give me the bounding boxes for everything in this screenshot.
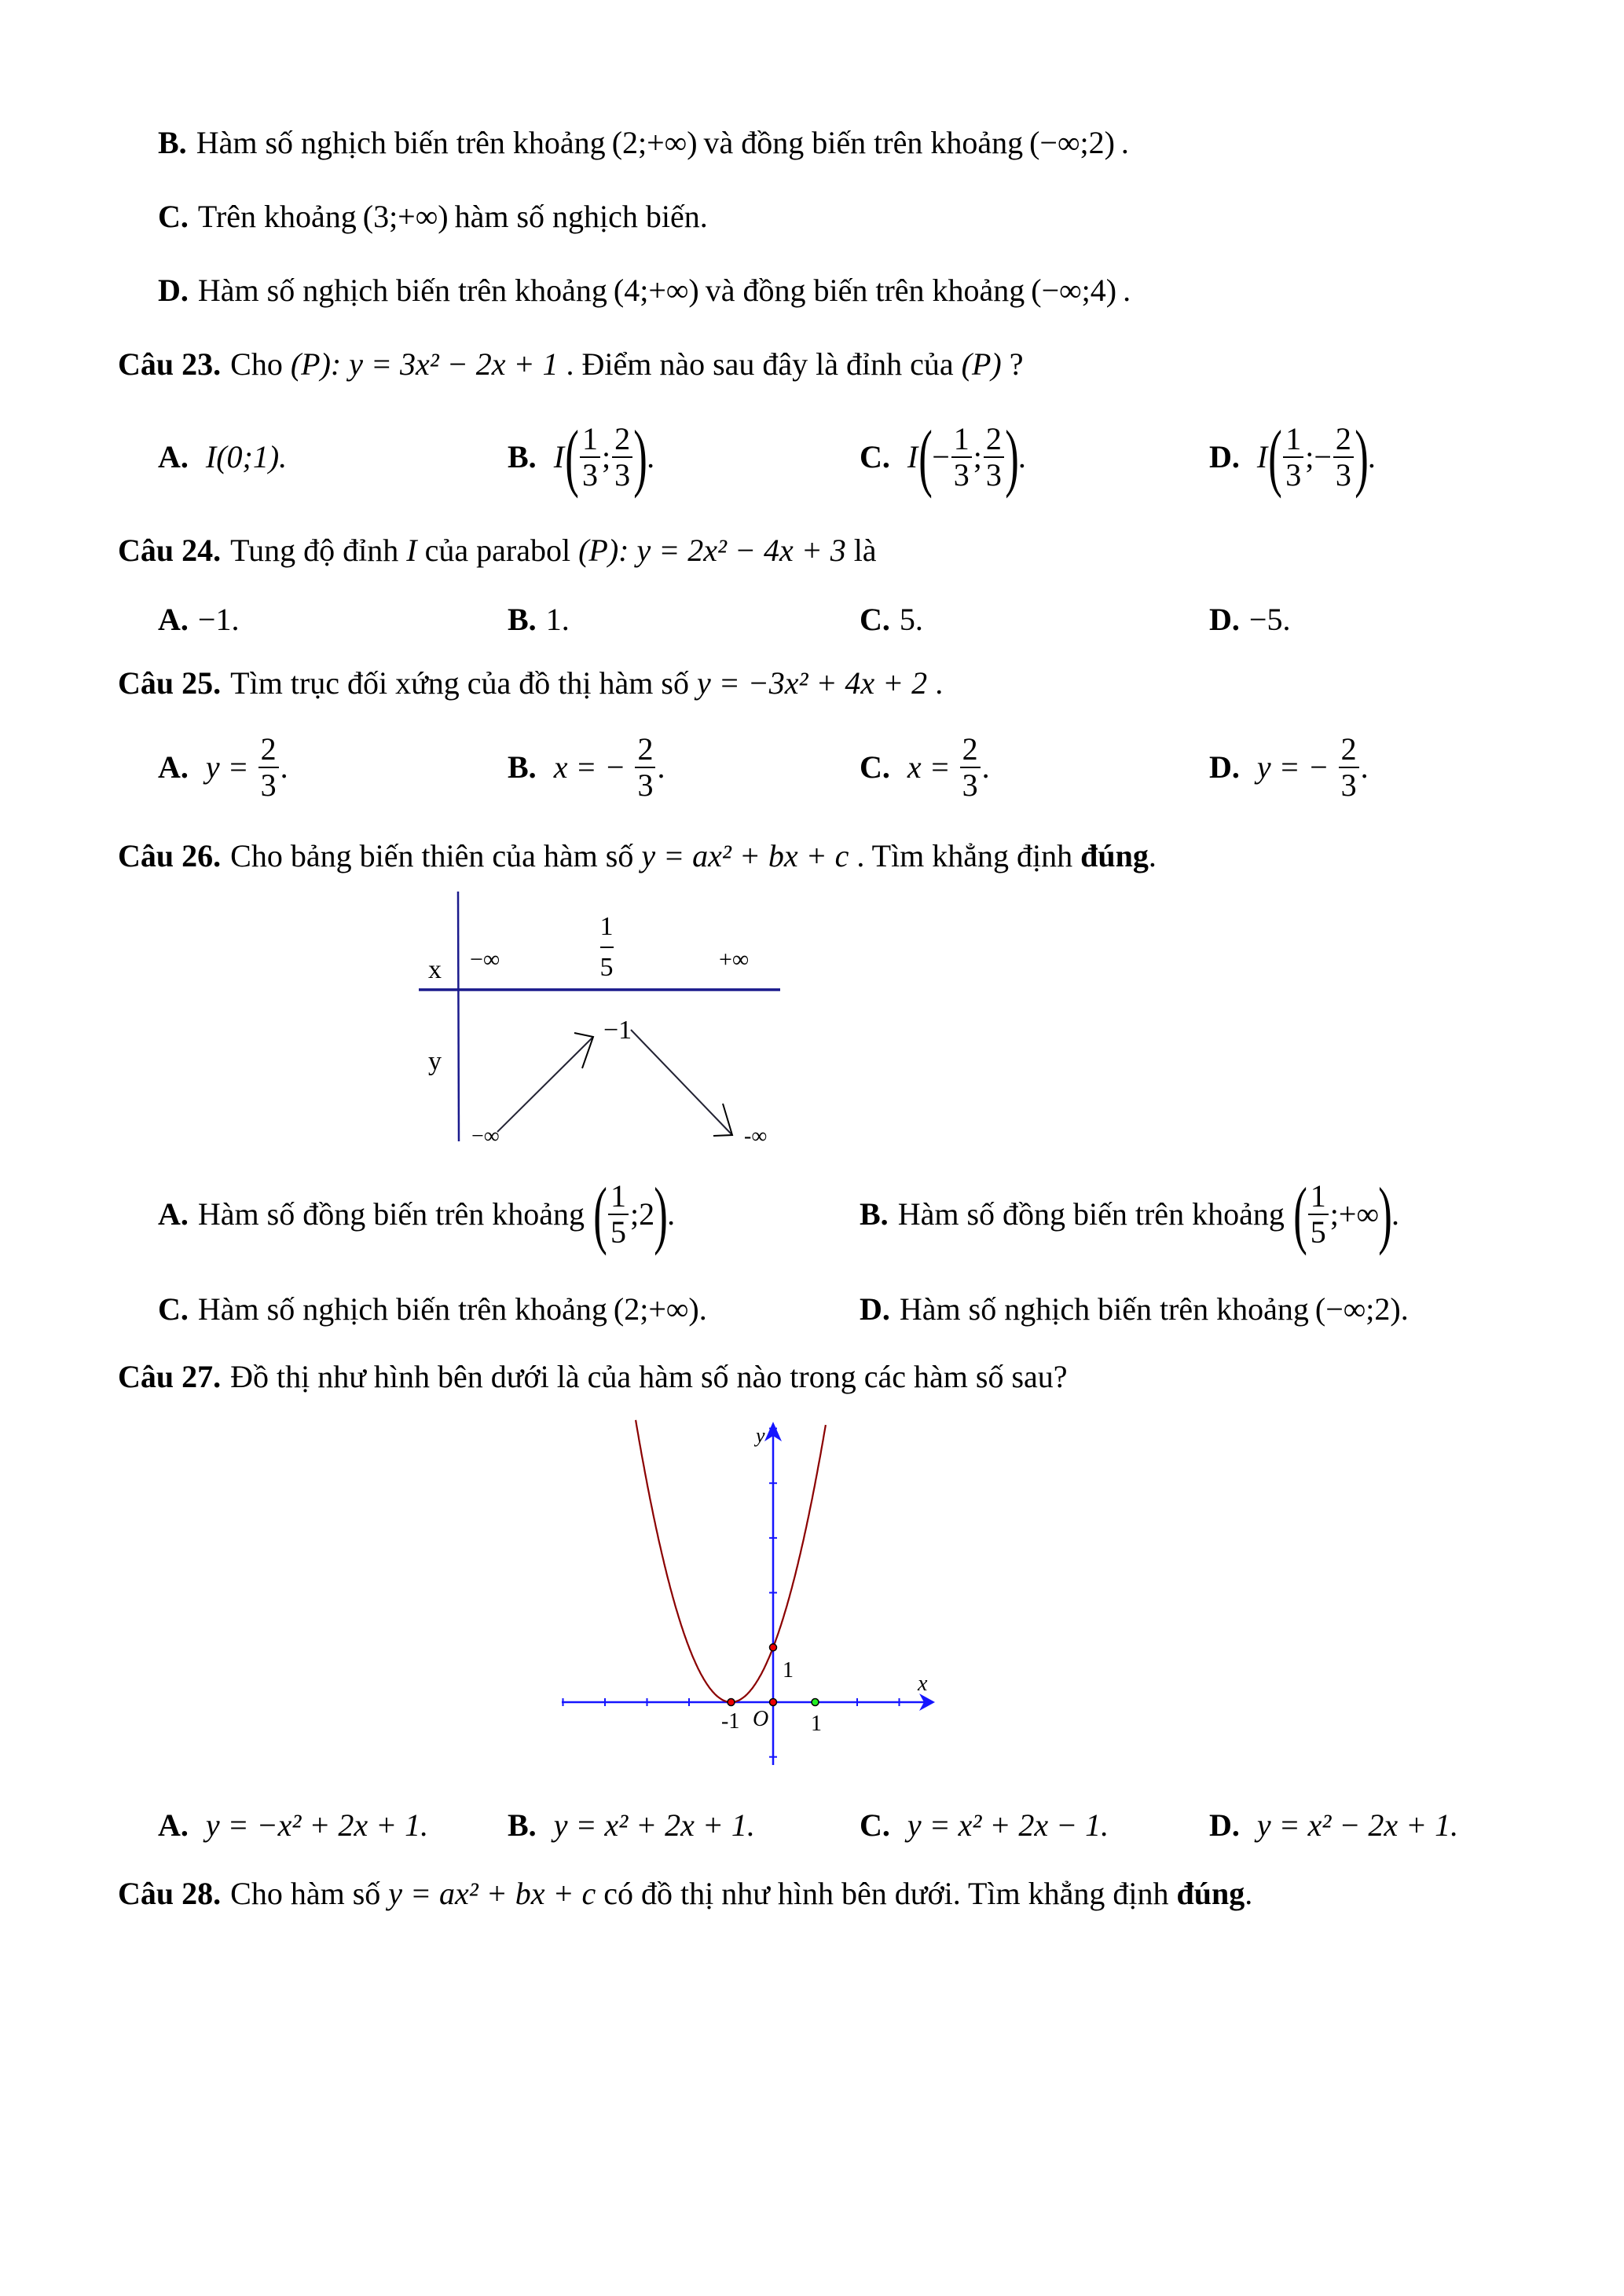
q23-option-b[interactable]: B. I ( $\frac{1}{3}$ ; $\frac{2}{3}$ ) . bbox=[508, 415, 655, 499]
option-label: C. bbox=[860, 439, 890, 474]
math: (P) bbox=[961, 346, 1002, 382]
table-y-label: y bbox=[428, 1047, 442, 1076]
punct: . bbox=[1391, 1196, 1399, 1232]
interval: (−∞;2). bbox=[1314, 1291, 1409, 1327]
option-label: A. bbox=[158, 1807, 189, 1843]
sep: ; bbox=[973, 439, 982, 474]
stem-text: Đồ thị như hình bên dưới là của hàm số nào trong các hàm số sau? bbox=[230, 1359, 1068, 1394]
option-text: 1. bbox=[545, 602, 570, 637]
stem-text: Cho bbox=[230, 346, 283, 382]
point-name: I bbox=[553, 439, 565, 474]
punct: . bbox=[935, 665, 944, 701]
option-text: và đồng biến trên khoảng bbox=[705, 273, 1025, 308]
fraction: $\frac{2}{3}$ bbox=[1339, 732, 1359, 803]
option-label: A. bbox=[158, 749, 189, 785]
q27-option-b[interactable] bbox=[508, 1802, 763, 1849]
fraction: $\frac{2}{3}$ bbox=[635, 732, 655, 803]
option-text: Hàm số nghịch biến trên khoảng bbox=[197, 273, 607, 308]
option-math: y = −x² + 2x + 1. bbox=[205, 1807, 429, 1843]
table-x-left: −∞ bbox=[470, 947, 500, 972]
option-math: y = x² − 2x + 1. bbox=[1256, 1807, 1459, 1843]
option-text: Hàm số nghịch biến trên khoảng bbox=[196, 125, 606, 160]
q26-option-d[interactable] bbox=[860, 1286, 1415, 1333]
option-text: Trên khoảng bbox=[197, 199, 357, 234]
option-label: C. bbox=[158, 199, 189, 234]
interval: (2;+∞) bbox=[611, 125, 698, 160]
q25-option-c[interactable]: C. x = $\frac{2}{3}$ . bbox=[860, 731, 990, 803]
option-text: −1. bbox=[197, 602, 240, 637]
table-x-label: x bbox=[428, 955, 442, 984]
option-label: A. bbox=[158, 1196, 189, 1232]
table-y-right: -∞ bbox=[744, 1124, 768, 1148]
den: 5 bbox=[599, 953, 614, 982]
interval-rest: ;+∞ bbox=[1329, 1196, 1379, 1232]
interval: (−∞;4) bbox=[1031, 273, 1117, 308]
x-axis-label: x bbox=[918, 1672, 928, 1696]
option-text: Hàm số nghịch biến trên khoảng bbox=[899, 1291, 1309, 1327]
option-text: hàm số nghịch biến. bbox=[454, 199, 708, 234]
math: y = ax² + bx + c bbox=[388, 1876, 596, 1911]
question-number: Câu 25. bbox=[118, 665, 222, 701]
stem-text: Cho bảng biến thiên của hàm số bbox=[230, 838, 634, 873]
tick-label-y1: 1 bbox=[783, 1658, 794, 1683]
fraction: $\frac{2}{3}$ bbox=[1333, 422, 1354, 493]
punct: . bbox=[647, 439, 655, 474]
punct: . bbox=[1245, 1876, 1253, 1911]
y-intercept-point bbox=[770, 1644, 777, 1651]
fraction: $\frac{1}{5}$ bbox=[1308, 1179, 1329, 1250]
emphasis: đúng bbox=[1080, 838, 1149, 873]
sign: − bbox=[1314, 439, 1332, 474]
option-label: B. bbox=[508, 749, 537, 785]
option-label: B. bbox=[508, 439, 537, 474]
x-one-point bbox=[812, 1699, 819, 1706]
option-label: D. bbox=[1209, 602, 1240, 637]
option-label: C. bbox=[860, 749, 890, 785]
q27-option-a[interactable] bbox=[158, 1802, 436, 1849]
stem-text: Tung độ đỉnh bbox=[230, 533, 399, 568]
point-name: I bbox=[907, 439, 918, 474]
punct: . bbox=[1123, 273, 1131, 308]
option-label: C. bbox=[158, 1291, 189, 1327]
fraction: $\frac{2}{3}$ bbox=[960, 732, 981, 803]
q26-option-c[interactable] bbox=[158, 1286, 713, 1333]
table-vertical-line bbox=[458, 892, 459, 1141]
q28-stem bbox=[118, 1870, 1252, 1917]
option-label: B. bbox=[508, 1807, 537, 1843]
math: y = ax² + bx + c bbox=[641, 838, 849, 873]
num: 1 bbox=[600, 907, 614, 948]
sign: − bbox=[932, 439, 950, 474]
option-label: A. bbox=[158, 439, 189, 474]
table-x-critical bbox=[599, 907, 614, 987]
option-text: Hàm số nghịch biến trên khoảng bbox=[197, 1291, 607, 1327]
sep: ; bbox=[1305, 439, 1314, 474]
interval: (4;+∞) bbox=[613, 273, 699, 308]
vertex-point bbox=[728, 1699, 735, 1706]
q23-option-d[interactable]: D. I ( $\frac{1}{3}$ ; − $\frac{2}{3}$ ) . bbox=[1209, 415, 1376, 499]
option-math: y = − bbox=[1256, 749, 1329, 785]
punct: . bbox=[1120, 125, 1129, 160]
option-math: I(0;1). bbox=[205, 439, 288, 474]
punct: . bbox=[1367, 439, 1376, 474]
fraction: $\frac{2}{3}$ bbox=[258, 732, 279, 803]
option-label: D. bbox=[1209, 439, 1240, 474]
fraction: $\frac{1}{5}$ bbox=[608, 1179, 629, 1250]
axis-ticks bbox=[563, 1429, 900, 1757]
option-math: x = − bbox=[553, 749, 626, 785]
question-number: Câu 23. bbox=[118, 346, 222, 382]
stem-text: . Điểm nào sau đây là đỉnh của bbox=[566, 346, 954, 382]
option-math: x = bbox=[907, 749, 951, 785]
option-label: D. bbox=[860, 1291, 890, 1327]
math: y = −3x² + 4x + 2 bbox=[696, 665, 928, 701]
emphasis: đúng bbox=[1176, 1876, 1245, 1911]
fraction: $\frac{1}{3}$ bbox=[951, 422, 972, 493]
parabola-graph bbox=[550, 1414, 1084, 1791]
q27-option-d[interactable] bbox=[1209, 1802, 1466, 1849]
option-math: y = x² + 2x + 1. bbox=[553, 1807, 755, 1843]
q26-option-b[interactable]: B. Hàm số đồng biến trên khoảng ( $\frac{1}{5}$ ;+∞ ) . bbox=[860, 1172, 1399, 1256]
interval: (2;+∞). bbox=[613, 1291, 707, 1327]
stem-text: Cho hàm số bbox=[230, 1876, 381, 1911]
fraction: $\frac{2}{3}$ bbox=[984, 422, 1004, 493]
stem-text: Tìm trục đối xứng của đồ thị hàm số bbox=[230, 665, 689, 701]
option-label: A. bbox=[158, 602, 189, 637]
decreasing-arrow bbox=[631, 1030, 732, 1135]
option-label: B. bbox=[860, 1196, 889, 1232]
stem-text: có đồ thị như hình bên dưới. Tìm khẳng định bbox=[603, 1876, 1169, 1911]
option-text: Hàm số đồng biến trên khoảng bbox=[897, 1196, 1285, 1232]
fraction: $\frac{1}{3}$ bbox=[1283, 422, 1303, 493]
punct: . bbox=[667, 1196, 676, 1232]
stem-text: . Tìm khẳng định bbox=[856, 838, 1073, 873]
option-label: B. bbox=[508, 602, 537, 637]
increasing-arrowhead bbox=[574, 1033, 593, 1068]
increasing-arrow bbox=[497, 1037, 593, 1132]
tick-label-x1: 1 bbox=[811, 1712, 822, 1736]
table-y-left: −∞ bbox=[471, 1124, 500, 1148]
option-text: và đồng biến trên khoảng bbox=[703, 125, 1024, 160]
option-text: 5. bbox=[899, 602, 923, 637]
punct: . bbox=[1017, 439, 1026, 474]
option-math: y = x² + 2x − 1. bbox=[907, 1807, 1109, 1843]
q25-option-a[interactable]: A. y = $\frac{2}{3}$ . bbox=[158, 731, 288, 803]
option-math: y = bbox=[205, 749, 249, 785]
stem-text: là bbox=[853, 533, 877, 568]
stem-text: của parabol bbox=[424, 533, 571, 568]
q27-option-c[interactable] bbox=[860, 1802, 1116, 1849]
option-text: −5. bbox=[1248, 602, 1291, 637]
option-text: Hàm số đồng biến trên khoảng bbox=[197, 1196, 585, 1232]
option-label: B. bbox=[158, 125, 187, 160]
sep: ; bbox=[601, 439, 611, 474]
math: I bbox=[406, 533, 417, 568]
question-number: Câu 24. bbox=[118, 533, 222, 568]
question-number: Câu 27. bbox=[118, 1359, 222, 1394]
option-label: D. bbox=[1209, 749, 1240, 785]
option-label: C. bbox=[860, 602, 890, 637]
fraction: $\frac{2}{3}$ bbox=[612, 422, 632, 493]
parabola-curve bbox=[636, 1420, 826, 1702]
punct: . bbox=[1148, 838, 1157, 873]
point-name: I bbox=[1256, 439, 1268, 474]
tick-label-neg1: -1 bbox=[721, 1709, 740, 1734]
fraction: $\frac{1}{3}$ bbox=[580, 422, 600, 493]
q27-stem bbox=[118, 1353, 1068, 1401]
q26-option-a[interactable]: A. Hàm số đồng biến trên khoảng ( $\frac{1}{5}$ ;2 ) . bbox=[158, 1172, 676, 1256]
option-label: C. bbox=[860, 1807, 890, 1843]
question-number: Câu 28. bbox=[118, 1876, 222, 1911]
table-x-right: +∞ bbox=[719, 947, 750, 972]
q23-option-c[interactable]: C. I ( − $\frac{1}{3}$ ; $\frac{2}{3}$ ) . bbox=[860, 415, 1026, 499]
math: (P): y = 2x² − 4x + 3 bbox=[578, 533, 846, 568]
option-label: D. bbox=[158, 273, 189, 308]
interval: (−∞;2) bbox=[1029, 125, 1115, 160]
interval: (3;+∞) bbox=[362, 199, 449, 234]
option-label: D. bbox=[1209, 1807, 1240, 1843]
q25-option-d[interactable]: D. y = − $\frac{2}{3}$ . bbox=[1209, 731, 1369, 803]
table-y-max: −1 bbox=[603, 1016, 632, 1045]
origin-label: O bbox=[753, 1707, 769, 1731]
origin-point bbox=[770, 1699, 777, 1706]
q25-option-b[interactable]: B. x = − $\frac{2}{3}$ . bbox=[508, 731, 665, 803]
math: (P): y = 3x² − 2x + 1 bbox=[290, 346, 559, 382]
question-number: Câu 26. bbox=[118, 838, 222, 873]
y-axis-label: y bbox=[756, 1424, 765, 1447]
punct: ? bbox=[1009, 346, 1024, 382]
interval-rest: ;2 bbox=[630, 1196, 655, 1232]
